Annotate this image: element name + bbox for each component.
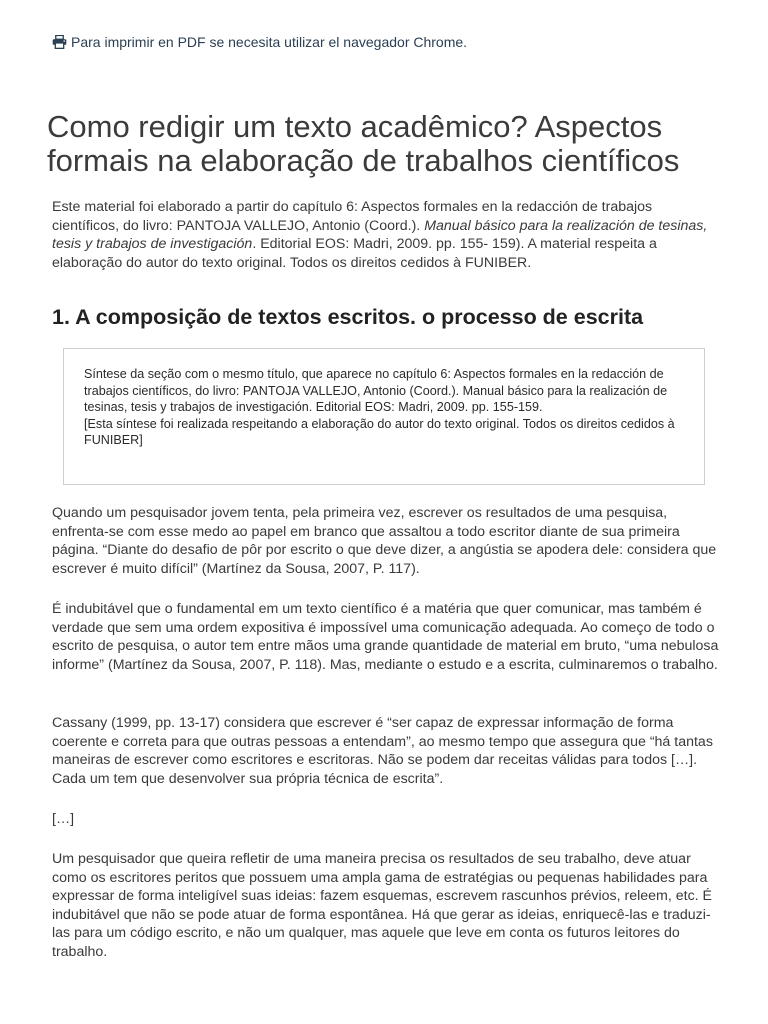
body-paragraph-4: Um pesquisador que queira refletir de uma maneira precisa os resultados de seu trabalho, deve atuar como os escritores peritos que possuem uma ampla gama de estratégias ou pequenas habilidades para expressar de forma inteligível suas ideias: fazem esquemas, escrevem rascunhos prévios, releem, etc. É indubitável que não se pode atuar de forma espontânea. Há que gerar as ideias, enriquecê-las e traduzi-las para um código escrito, e não um qualquer, mas aquele que leve em conta os futuros leitores do trabalho.: [52, 851, 713, 960]
body-paragraph-3: Cassany (1999, pp. 13-17) considera que escrever é “ser capaz de expressar informação de forma coerente e correta para que outras pessoas a entendam”, ao mesmo tempo que assegura que “há tantas maneiras de escrever como escritores e escritoras. Não se podem dar receitas válidas para todos […]. Cada um tem que desenvolver sua própria técnica de escrita”.: [52, 715, 713, 787]
synthesis-box: [63, 348, 705, 485]
print-note-text[interactable]: Para imprimir en PDF se necesita utilizar el navegador Chrome.: [71, 34, 468, 50]
ellipsis-paragraph: […]: [52, 811, 75, 827]
print-pdf-note[interactable]: [52, 34, 467, 50]
intro-paragraph: [52, 198, 722, 272]
body-paragraph-1: Quando um pesquisador jovem tenta, pela primeira vez, escrever os resultados de uma pesquisa, enfrenta-se com esse medo ao papel em branco que assaltou a todo escritor diante de sua primeira página. “Diante do desafio de pôr por escrito o que deve dizer, a angústia se apodera dele: considera que escrever é muito difícil” (Martínez da Sousa, 2007, P. 117).: [52, 505, 717, 577]
page-title: Como redigir um texto acadêmico? Aspectos formais na elaboração de trabalhos científicos: [47, 109, 680, 178]
printer-icon[interactable]: [52, 35, 67, 49]
synthesis-source: Síntese da seção com o mesmo título, que aparece no capítulo 6: Aspectos formales en la redacción de trabajos científicos, do livro: PANTOJA VALLEJO, Antonio (Coord.). Manual básico para la realización de tesinas, tesis y trabajos de investigación. Editorial EOS: Madri, 2009. pp. 155-159.: [84, 367, 668, 415]
intro-book-title: Manual básico para la realización de tesinas, tesis y trabajos de investigación: [52, 217, 708, 252]
section-title: 1. A composição de textos escritos. o processo de escrita: [52, 305, 644, 329]
intro-text-end: . Editorial EOS: Madri, 2009. pp. 155- 159). A material respeita a elaboração do autor do texto original. Todos os direitos cedidos à FUNIBER.: [52, 236, 657, 271]
intro-text-start: Este material foi elaborado a partir do capítulo 6: Aspectos formales en la redacción de trabajos científicos, do livro: PANTOJA VALLEJO, Antonio (Coord.).: [52, 199, 653, 234]
synthesis-note: [Esta síntese foi realizada respeitando a elaboração do autor do texto original. Todos os direitos cedidos à FUNIBER]: [84, 416, 675, 448]
body-paragraph-2: É indubitável que o fundamental em um texto científico é a matéria que quer comunicar, mas também é verdade que sem uma ordem expositiva é impossível uma comunicação adequada. Ao começo de todo o escrito de pesquisa, o autor tem entre mãos uma grande quantidade de material em bruto, “uma nebulosa informe” (Martínez da Sousa, 2007, P. 118). Mas, mediante o estudo e a escrita, culminaremos o trabalho.: [52, 601, 719, 673]
